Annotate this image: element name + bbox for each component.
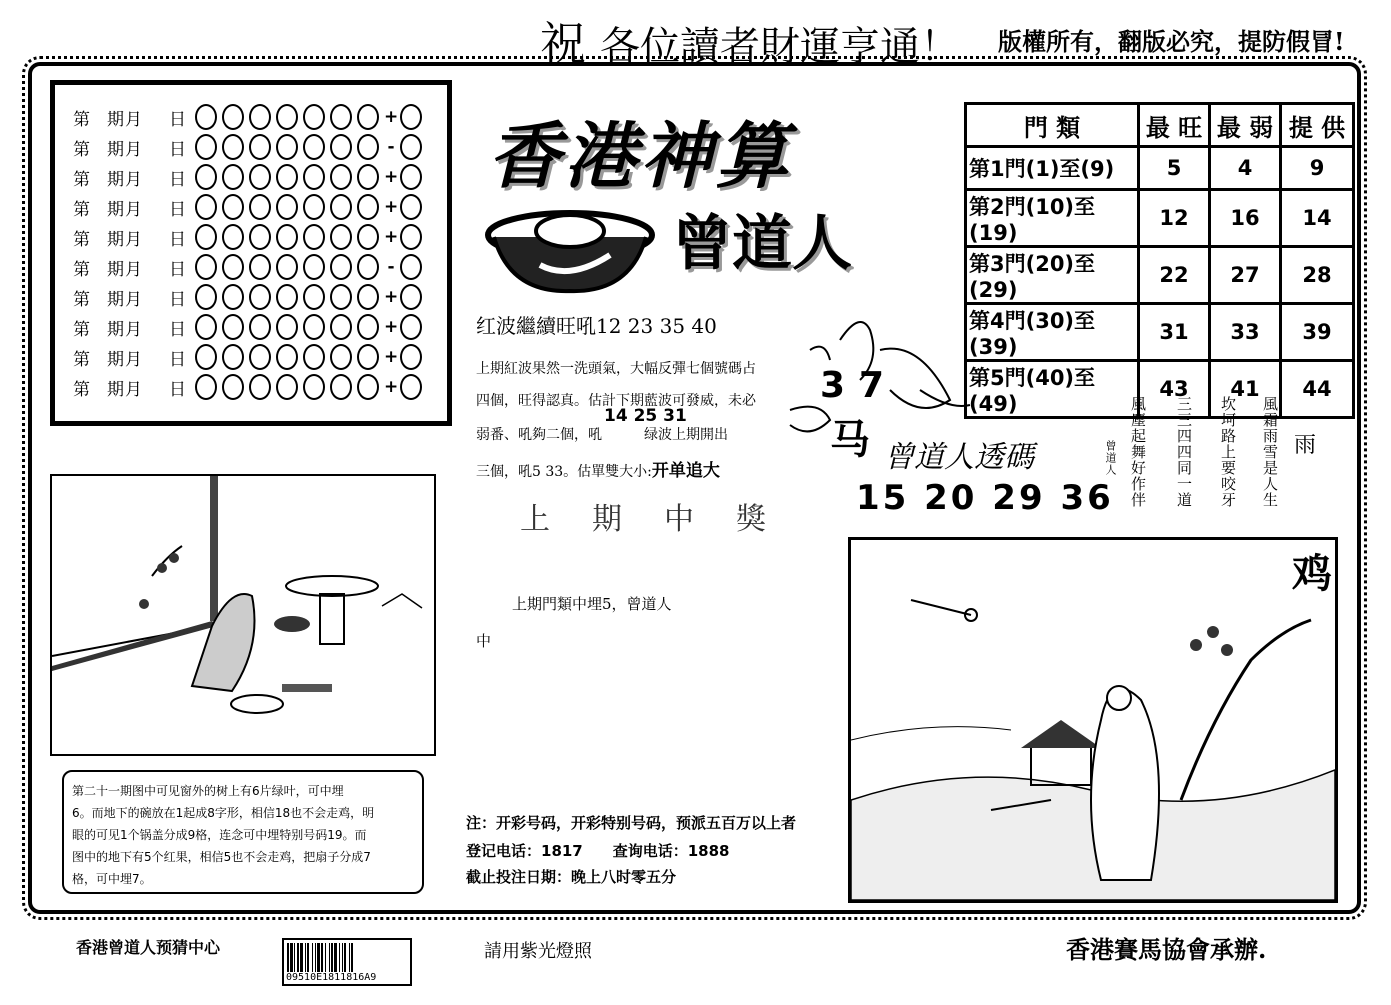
- number-circle: [249, 314, 271, 340]
- number-circle: [222, 134, 244, 160]
- number-circle: [276, 254, 298, 280]
- period-label: 第 期: [73, 199, 124, 220]
- day-label: 日: [169, 169, 186, 190]
- period-label: 第 期: [73, 229, 124, 250]
- barcode-bar: [325, 943, 326, 973]
- number-circle: [195, 314, 217, 340]
- max-value: 43: [1139, 361, 1210, 418]
- number-circle: [249, 374, 271, 400]
- number-circle: [357, 194, 379, 220]
- month-label: 月: [125, 379, 142, 400]
- number-circle: [276, 194, 298, 220]
- number-circle: [357, 284, 379, 310]
- number-circle: [222, 314, 244, 340]
- table-row: [966, 147, 1354, 190]
- note-line: 眼的可见1个锅盖分成9格，连念可中埋特别号码19。而: [72, 828, 367, 842]
- day-label: 日: [169, 259, 186, 280]
- number-circle: [276, 164, 298, 190]
- grid-row: [73, 133, 427, 161]
- plus-minus-sign: +: [384, 227, 399, 247]
- poem-col-2: 坎坷路上要咬牙: [1219, 396, 1237, 508]
- number-circle: [195, 374, 217, 400]
- month-label: 月: [125, 139, 142, 160]
- table-row: [966, 361, 1354, 418]
- door-range: 第3門(20)至(29): [966, 247, 1139, 304]
- number-circle: [303, 314, 325, 340]
- period-label: 第 期: [73, 259, 124, 280]
- number-circle: [249, 194, 271, 220]
- offer-value: 44: [1281, 361, 1354, 418]
- left-picture: [50, 474, 436, 756]
- horse-numbers: 37: [820, 365, 899, 406]
- number-circle: [303, 344, 325, 370]
- grid-row: [73, 343, 427, 371]
- barcode-bar: [321, 943, 323, 973]
- analysis-line-2: 四個，旺得認真。估計下期藍波可發威，未必: [476, 393, 756, 409]
- number-circle: [195, 284, 217, 310]
- number-circle: [222, 344, 244, 370]
- offer-value: 9: [1281, 147, 1354, 190]
- number-circle: [330, 344, 352, 370]
- phone-numbers: 登记电话：1817 查询电话：1888: [466, 842, 730, 860]
- number-circle: [195, 194, 217, 220]
- poem-col-4: 風塵起舞好作伴: [1129, 396, 1147, 508]
- barcode-bar: [334, 943, 337, 973]
- special-number-circle: [400, 194, 422, 220]
- period-label: 第 期: [73, 319, 124, 340]
- col-max: 最 旺: [1139, 104, 1210, 147]
- number-circle: [330, 104, 352, 130]
- note-line: 格，可中埋7。: [72, 872, 152, 886]
- month-label: 月: [125, 109, 142, 130]
- grid-row: [73, 103, 427, 131]
- barcode-bar: [312, 943, 313, 973]
- number-circle: [303, 284, 325, 310]
- door-range: 第4門(30)至(39): [966, 304, 1139, 361]
- max-value: 5: [1139, 147, 1210, 190]
- min-value: 27: [1210, 247, 1281, 304]
- record-grid: [50, 80, 452, 426]
- number-circle: [330, 194, 352, 220]
- period-label: 第 期: [73, 109, 124, 130]
- blessing-text: 各位讀者財運亨通！: [600, 24, 960, 70]
- barcode-bar: [307, 943, 309, 973]
- offer-value: 39: [1281, 304, 1354, 361]
- number-circle: [303, 104, 325, 130]
- rain-char: 雨: [1294, 433, 1317, 458]
- door-range: 第5門(40)至(49): [966, 361, 1139, 418]
- odd-even-tip: 开单追大: [651, 461, 720, 481]
- plus-minus-sign: +: [384, 167, 399, 187]
- barcode-bar: [339, 943, 340, 973]
- barcode-bar: [342, 943, 343, 973]
- col-min: 最 弱: [1210, 104, 1281, 147]
- barcode-bar: [300, 943, 303, 973]
- min-value: 16: [1210, 190, 1281, 247]
- month-label: 月: [125, 349, 142, 370]
- number-circle: [303, 194, 325, 220]
- note-line: 第二十一期图中可见窗外的树上有6片绿叶，可中埋: [72, 784, 344, 798]
- number-circle: [222, 374, 244, 400]
- period-label: 第 期: [73, 139, 124, 160]
- right-picture: [848, 537, 1338, 903]
- door-category-table: [964, 102, 1355, 419]
- right-illustration: [851, 540, 1335, 900]
- special-number-circle: [400, 284, 422, 310]
- day-label: 日: [169, 229, 186, 250]
- uv-light-notice: 請用紫光燈照: [484, 941, 592, 962]
- grid-row: [73, 313, 427, 341]
- barcode-bar: [349, 943, 350, 973]
- special-number-circle: [400, 344, 422, 370]
- number-circle: [249, 134, 271, 160]
- number-circle: [330, 314, 352, 340]
- number-circle: [249, 104, 271, 130]
- footer-organizer: 香港賽馬協會承辦.: [1066, 935, 1267, 964]
- number-circle: [222, 254, 244, 280]
- plus-minus-sign: -: [387, 137, 395, 157]
- draw-notice: 注：开彩号码，开彩特别号码，预派五百万以上者: [466, 814, 797, 832]
- blessing-big-char: 祝: [540, 17, 586, 71]
- poem-col-3: 三三四四同一道: [1175, 396, 1193, 508]
- number-circle: [276, 374, 298, 400]
- barcode-bar: [305, 943, 306, 973]
- number-circle: [303, 134, 325, 160]
- plus-minus-sign: +: [384, 107, 399, 127]
- day-label: 日: [169, 289, 186, 310]
- page-title: 香港神算: [488, 113, 793, 198]
- barcode-bar: [297, 943, 299, 973]
- grid-row: [73, 373, 427, 401]
- table-header-row: [966, 104, 1354, 147]
- offer-value: 14: [1281, 190, 1354, 247]
- number-circle: [357, 374, 379, 400]
- grid-row: [73, 223, 427, 251]
- number-circle: [249, 164, 271, 190]
- max-value: 12: [1139, 190, 1210, 247]
- number-circle: [195, 344, 217, 370]
- number-circle: [195, 104, 217, 130]
- max-value: 31: [1139, 304, 1210, 361]
- number-circle: [222, 224, 244, 250]
- barcode-bar: [351, 943, 353, 973]
- day-label: 日: [169, 139, 186, 160]
- number-circle: [222, 164, 244, 190]
- number-circle: [276, 284, 298, 310]
- day-label: 日: [169, 109, 186, 130]
- number-circle: [222, 194, 244, 220]
- barcode-bar: [317, 943, 320, 973]
- analysis-line-4-a: 三個，吼5 33。估單雙大小:: [476, 464, 652, 480]
- number-circle: [357, 254, 379, 280]
- day-label: 日: [169, 319, 186, 340]
- number-circle: [357, 224, 379, 250]
- number-circle: [222, 104, 244, 130]
- number-circle: [249, 344, 271, 370]
- min-value: 4: [1210, 147, 1281, 190]
- red-wave-line: 红波繼續旺吼12 23 35 40: [476, 314, 717, 338]
- grid-row: [73, 253, 427, 281]
- number-circle: [330, 284, 352, 310]
- month-label: 月: [125, 169, 142, 190]
- tip-label: 曾道人透碼: [884, 440, 1034, 475]
- month-label: 月: [125, 199, 142, 220]
- footer-center-name: 香港曾道人预猜中心: [76, 938, 221, 957]
- number-circle: [357, 314, 379, 340]
- grid-row: [73, 283, 427, 311]
- plus-minus-sign: +: [384, 377, 399, 397]
- analysis-line-4: [476, 456, 720, 481]
- poem-col-1: 風霜雨雪是人生: [1261, 396, 1279, 508]
- plus-minus-sign: +: [384, 287, 399, 307]
- analysis-line-1: 上期紅波果然一洗頭氣，大幅反彈七個號碼占: [476, 361, 756, 377]
- number-circle: [303, 224, 325, 250]
- barcode-bar: [344, 943, 346, 973]
- period-label: 第 期: [73, 169, 124, 190]
- number-circle: [276, 314, 298, 340]
- special-number-circle: [400, 164, 422, 190]
- period-label: 第 期: [73, 349, 124, 370]
- note-line: 图中的地下有5个红果，相信5也不会走鸡，把扇子分成7: [72, 850, 371, 864]
- green-wave-numbers: 14 25 31: [604, 406, 687, 426]
- table-row: [966, 190, 1354, 247]
- number-circle: [222, 284, 244, 310]
- special-number-circle: [400, 314, 422, 340]
- table-row: [966, 304, 1354, 361]
- plus-minus-sign: +: [384, 347, 399, 367]
- number-circle: [195, 134, 217, 160]
- barcode-number: 09510E1811816A9: [286, 972, 377, 983]
- number-circle: [357, 344, 379, 370]
- number-circle: [249, 224, 271, 250]
- month-label: 月: [125, 229, 142, 250]
- min-value: 33: [1210, 304, 1281, 361]
- number-circle: [276, 104, 298, 130]
- gold-ingot-icon: [480, 195, 660, 295]
- page-subtitle: 曾道人: [672, 209, 852, 279]
- number-circle: [276, 134, 298, 160]
- barcode-bar: [290, 943, 293, 973]
- zodiac-horse: 马: [830, 417, 870, 463]
- col-offer: 提 供: [1281, 104, 1354, 147]
- month-label: 月: [125, 319, 142, 340]
- number-circle: [357, 134, 379, 160]
- day-label: 日: [169, 379, 186, 400]
- door-range: 第2門(10)至(19): [966, 190, 1139, 247]
- number-circle: [195, 254, 217, 280]
- number-circle: [276, 224, 298, 250]
- special-number-circle: [400, 104, 422, 130]
- plus-minus-sign: +: [384, 317, 399, 337]
- plus-minus-sign: +: [384, 197, 399, 217]
- number-circle: [249, 254, 271, 280]
- betting-deadline: 截止投注日期：晚上八时零五分: [466, 868, 677, 886]
- note-line: 6。而地下的碗放在1起成8字形，相信18也不会走鸡，明: [72, 806, 375, 820]
- number-circle: [330, 374, 352, 400]
- zodiac-chicken: 鸡: [1292, 551, 1332, 597]
- number-circle: [330, 224, 352, 250]
- special-number-circle: [400, 374, 422, 400]
- number-circle: [195, 164, 217, 190]
- special-number-circle: [400, 254, 422, 280]
- period-label: 第 期: [73, 289, 124, 310]
- table-row: [966, 247, 1354, 304]
- barcode-bar: [287, 943, 289, 973]
- previous-door-text: 上期門類中埋5，曾道人: [512, 595, 672, 613]
- number-circle: [330, 134, 352, 160]
- left-illustration: [52, 476, 434, 754]
- number-circle: [195, 224, 217, 250]
- grid-row: [73, 163, 427, 191]
- poem-signature: 曾道人: [1104, 440, 1117, 476]
- tip-numbers: 15 20 29 36: [856, 478, 1114, 518]
- month-label: 月: [125, 289, 142, 310]
- barcode-bar: [315, 943, 316, 973]
- number-circle: [330, 164, 352, 190]
- mid-char: 中: [476, 632, 492, 650]
- period-label: 第 期: [73, 379, 124, 400]
- barcode-bar: [294, 943, 295, 973]
- picture-explanation-box: [62, 770, 424, 894]
- min-value: 41: [1210, 361, 1281, 418]
- offer-value: 28: [1281, 247, 1354, 304]
- number-circle: [330, 254, 352, 280]
- max-value: 22: [1139, 247, 1210, 304]
- door-range: 第1門(1)至(9): [966, 147, 1139, 190]
- month-label: 月: [125, 259, 142, 280]
- number-circle: [303, 254, 325, 280]
- plus-minus-sign: -: [387, 257, 395, 277]
- barcode-bar: [331, 943, 333, 973]
- number-circle: [303, 374, 325, 400]
- number-circle: [276, 344, 298, 370]
- previous-win-label: 上期中獎: [520, 502, 808, 537]
- copyright-notice: 版權所有，翻版必究，提防假冒!: [998, 27, 1345, 56]
- special-number-circle: [400, 134, 422, 160]
- number-circle: [357, 164, 379, 190]
- number-circle: [303, 164, 325, 190]
- special-number-circle: [400, 224, 422, 250]
- analysis-line-3: 弱番、吼夠二個，吼 绿波上期開出: [476, 427, 728, 443]
- col-door: 門 類: [966, 104, 1139, 147]
- number-circle: [357, 104, 379, 130]
- grid-row: [73, 193, 427, 221]
- number-circle: [249, 284, 271, 310]
- day-label: 日: [169, 199, 186, 220]
- barcode-bar: [329, 943, 330, 973]
- day-label: 日: [169, 349, 186, 370]
